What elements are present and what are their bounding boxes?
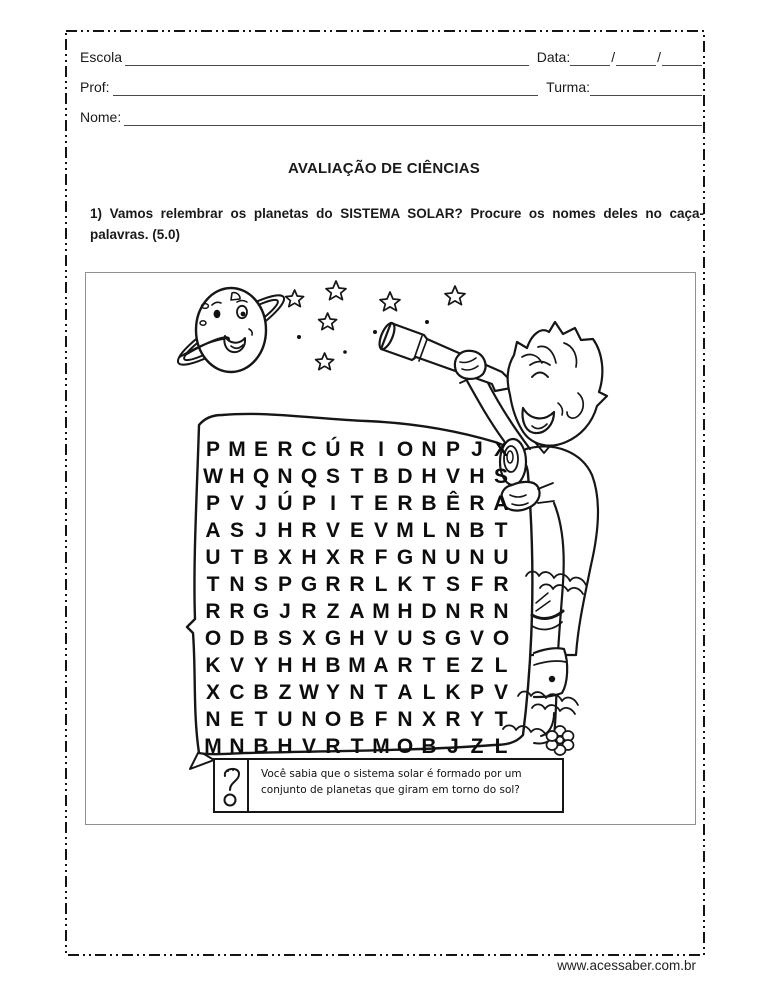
grid-letter: V: [301, 735, 316, 758]
grid-letter: L: [494, 735, 508, 758]
grid-letter: V: [469, 627, 484, 650]
prof-line: [113, 95, 539, 96]
grid-letter: E: [373, 492, 388, 515]
grid-letter: H: [277, 519, 293, 542]
grid-letter: D: [421, 600, 437, 623]
grid-letter: Y: [469, 708, 484, 731]
question-worm-icon: [215, 760, 249, 811]
escola-line: [125, 65, 529, 66]
grid-letter: N: [277, 465, 293, 488]
grid-letter: Ú: [325, 438, 341, 461]
saturn-planet-icon: [172, 286, 291, 374]
grid-letter: Z: [470, 654, 484, 677]
question-text: 1) Vamos relembrar os planetas do SISTEMA SOLAR? Procure os nomes deles no caça-palavras. (5.0): [90, 206, 704, 242]
grid-letter: P: [445, 438, 460, 461]
wordsearch-grid: [201, 436, 513, 760]
data-slash-2: /: [657, 49, 661, 65]
grid-letter: B: [253, 681, 269, 704]
grid-letter: R: [445, 708, 461, 731]
grid-letter: P: [277, 573, 292, 596]
nome-line: [124, 125, 702, 126]
grid-letter: H: [469, 465, 485, 488]
grid-letter: U: [205, 546, 221, 569]
turma-line: [590, 95, 702, 96]
grid-letter: N: [493, 600, 509, 623]
turma-label: Turma:: [546, 79, 590, 95]
grid-letter: N: [301, 708, 317, 731]
grid-letter: N: [469, 546, 485, 569]
grid-letter: L: [422, 681, 436, 704]
escola-label: Escola: [80, 49, 123, 65]
grid-letter: T: [422, 573, 436, 596]
grid-letter: X: [277, 546, 292, 569]
grid-letter: T: [230, 546, 244, 569]
grid-letter: V: [445, 465, 460, 488]
grid-letter: T: [350, 465, 364, 488]
grid-letter: N: [445, 519, 461, 542]
grid-letter: R: [301, 600, 317, 623]
grid-letter: T: [206, 573, 220, 596]
grid-letter: F: [470, 573, 484, 596]
grid-letter: G: [396, 546, 414, 569]
grid-letter: X: [205, 681, 220, 704]
grid-letter: X: [301, 627, 316, 650]
grid-letter: R: [325, 573, 341, 596]
grid-letter: B: [325, 654, 341, 677]
footer-url: www.acessaber.com.br: [557, 958, 696, 973]
grid-letter: U: [493, 546, 509, 569]
grid-letter: L: [374, 573, 388, 596]
grid-letter: D: [397, 465, 413, 488]
grid-letter: V: [229, 654, 244, 677]
grid-letter: K: [397, 573, 413, 596]
grid-letter: G: [252, 600, 270, 623]
grid-letter: F: [374, 546, 388, 569]
grid-letter: O: [324, 708, 342, 731]
grid-letter: S: [229, 519, 244, 542]
grid-letter: G: [444, 627, 462, 650]
prof-row: [80, 74, 702, 96]
grid-letter: N: [349, 681, 365, 704]
grid-letter: B: [253, 735, 269, 758]
grid-letter: V: [325, 519, 340, 542]
grid-letter: H: [277, 654, 293, 677]
grid-letter: E: [253, 438, 268, 461]
data-label: Data:: [536, 49, 571, 65]
grid-letter: V: [229, 492, 244, 515]
grid-letter: P: [301, 492, 316, 515]
grid-letter: H: [301, 654, 317, 677]
grid-letter: S: [493, 465, 508, 488]
grid-letter: X: [325, 546, 340, 569]
grid-letter: O: [204, 627, 222, 650]
grid-letter: V: [373, 627, 388, 650]
grid-letter: Z: [278, 681, 292, 704]
grid-letter: A: [373, 654, 389, 677]
grid-letter: B: [373, 465, 389, 488]
grid-letter: O: [396, 735, 414, 758]
grid-letter: C: [229, 681, 245, 704]
flower-icon: [547, 726, 574, 755]
grid-letter: R: [397, 654, 413, 677]
grid-letter: Z: [326, 600, 340, 623]
grid-letter: R: [229, 600, 245, 623]
grid-letter: T: [374, 681, 388, 704]
grid-letter: R: [469, 492, 485, 515]
grid-letter: H: [397, 600, 413, 623]
grid-letter: N: [229, 735, 245, 758]
grid-letter: J: [471, 438, 483, 461]
grid-letter: U: [277, 708, 293, 731]
grid-letter: E: [229, 708, 244, 731]
header-fields: [80, 44, 702, 134]
prof-label: Prof:: [80, 79, 110, 95]
grid-letter: Q: [252, 465, 270, 488]
grid-letter: G: [324, 627, 342, 650]
fact-box: [213, 758, 564, 813]
grid-letter: T: [350, 492, 364, 515]
data-year-line: [662, 65, 702, 66]
grid-letter: M: [348, 654, 366, 677]
data-month-line: [616, 65, 656, 66]
grid-letter: T: [494, 708, 508, 731]
grid-letter: J: [255, 519, 267, 542]
wordsearch-figure: [85, 272, 696, 825]
grid-letter: H: [421, 465, 437, 488]
grid-letter: X: [421, 708, 436, 731]
grid-letter: N: [229, 573, 245, 596]
grid-letter: M: [396, 519, 414, 542]
grid-letter: H: [301, 546, 317, 569]
grid-letter: S: [277, 627, 292, 650]
grid-letter: T: [350, 735, 364, 758]
grid-letter: P: [469, 681, 484, 704]
grid-letter: B: [421, 492, 437, 515]
grid-letter: N: [445, 600, 461, 623]
grid-letter: V: [373, 519, 388, 542]
grid-letter: B: [253, 627, 269, 650]
grid-letter: A: [493, 492, 509, 515]
grid-letter: R: [397, 492, 413, 515]
grid-letter: J: [279, 600, 291, 623]
grid-letter: N: [421, 438, 437, 461]
grid-letter: S: [421, 627, 436, 650]
grid-letter: O: [396, 438, 414, 461]
grid-letter: R: [349, 573, 365, 596]
grid-letter: Ú: [277, 492, 293, 515]
grid-letter: I: [330, 492, 336, 515]
grid-letter: Z: [470, 735, 484, 758]
grid-letter: N: [205, 708, 221, 731]
grid-letter: R: [277, 438, 293, 461]
grid-letter: M: [204, 735, 222, 758]
grid-letter: B: [421, 735, 437, 758]
grid-letter: P: [205, 438, 220, 461]
grid-letter: H: [349, 627, 365, 650]
grid-letter: L: [422, 519, 436, 542]
grid-letter: Y: [253, 654, 268, 677]
grid-letter: R: [349, 546, 365, 569]
grid-letter: R: [301, 519, 317, 542]
grid-letter: K: [205, 654, 221, 677]
grid-letter: Y: [325, 681, 340, 704]
grid-letter: X: [493, 438, 508, 461]
escola-row: [80, 44, 702, 66]
grid-letter: V: [493, 681, 508, 704]
grid-letter: R: [205, 600, 221, 623]
grid-letter: G: [300, 573, 318, 596]
grid-letter: H: [229, 465, 245, 488]
grid-letter: T: [254, 708, 268, 731]
grid-letter: A: [349, 600, 365, 623]
grid-letter: T: [422, 654, 436, 677]
grid-letter: Q: [300, 465, 318, 488]
grid-letter: B: [469, 519, 485, 542]
page-title: AVALIAÇÃO DE CIÊNCIAS: [288, 160, 480, 177]
grid-letter: E: [445, 654, 460, 677]
grid-letter: S: [445, 573, 460, 596]
grid-letter: R: [349, 438, 365, 461]
grid-letter: C: [301, 438, 317, 461]
grid-letter: R: [469, 600, 485, 623]
grid-letter: A: [205, 519, 221, 542]
grid-letter: P: [205, 492, 220, 515]
grid-letter: T: [494, 519, 508, 542]
grid-letter: H: [277, 735, 293, 758]
grid-letter: U: [445, 546, 461, 569]
grid-letter: R: [493, 573, 509, 596]
data-slash: /: [611, 49, 616, 65]
grid-letter: N: [421, 546, 437, 569]
grid-letter: I: [378, 438, 384, 461]
grid-letter: K: [445, 681, 461, 704]
grid-letter: O: [492, 627, 510, 650]
grid-letter: M: [372, 600, 390, 623]
grid-letter: W: [203, 465, 223, 488]
grid-letter: B: [349, 708, 365, 731]
nome-row: [80, 104, 702, 126]
grid-letter: S: [253, 573, 268, 596]
grid-letter: D: [229, 627, 245, 650]
data-day-line: [570, 65, 610, 66]
grid-letter: R: [325, 735, 341, 758]
grid-letter: S: [325, 465, 340, 488]
grid-letter: J: [255, 492, 267, 515]
grid-letter: B: [253, 546, 269, 569]
grid-letter: Ê: [445, 492, 460, 515]
nome-label: Nome:: [80, 109, 122, 125]
grid-letter: J: [447, 735, 459, 758]
grid-letter: M: [228, 438, 246, 461]
grid-letter: W: [299, 681, 319, 704]
grid-letter: M: [372, 735, 390, 758]
grid-letter: U: [397, 627, 413, 650]
grid-letter: N: [397, 708, 413, 731]
grid-letter: L: [494, 654, 508, 677]
grid-letter: F: [374, 708, 388, 731]
grid-letter: E: [349, 519, 364, 542]
grid-letter: A: [397, 681, 413, 704]
fact-text: Você sabia que o sistema solar é formado por um conjunto de planetas que giram em torno do sol?: [261, 768, 522, 796]
